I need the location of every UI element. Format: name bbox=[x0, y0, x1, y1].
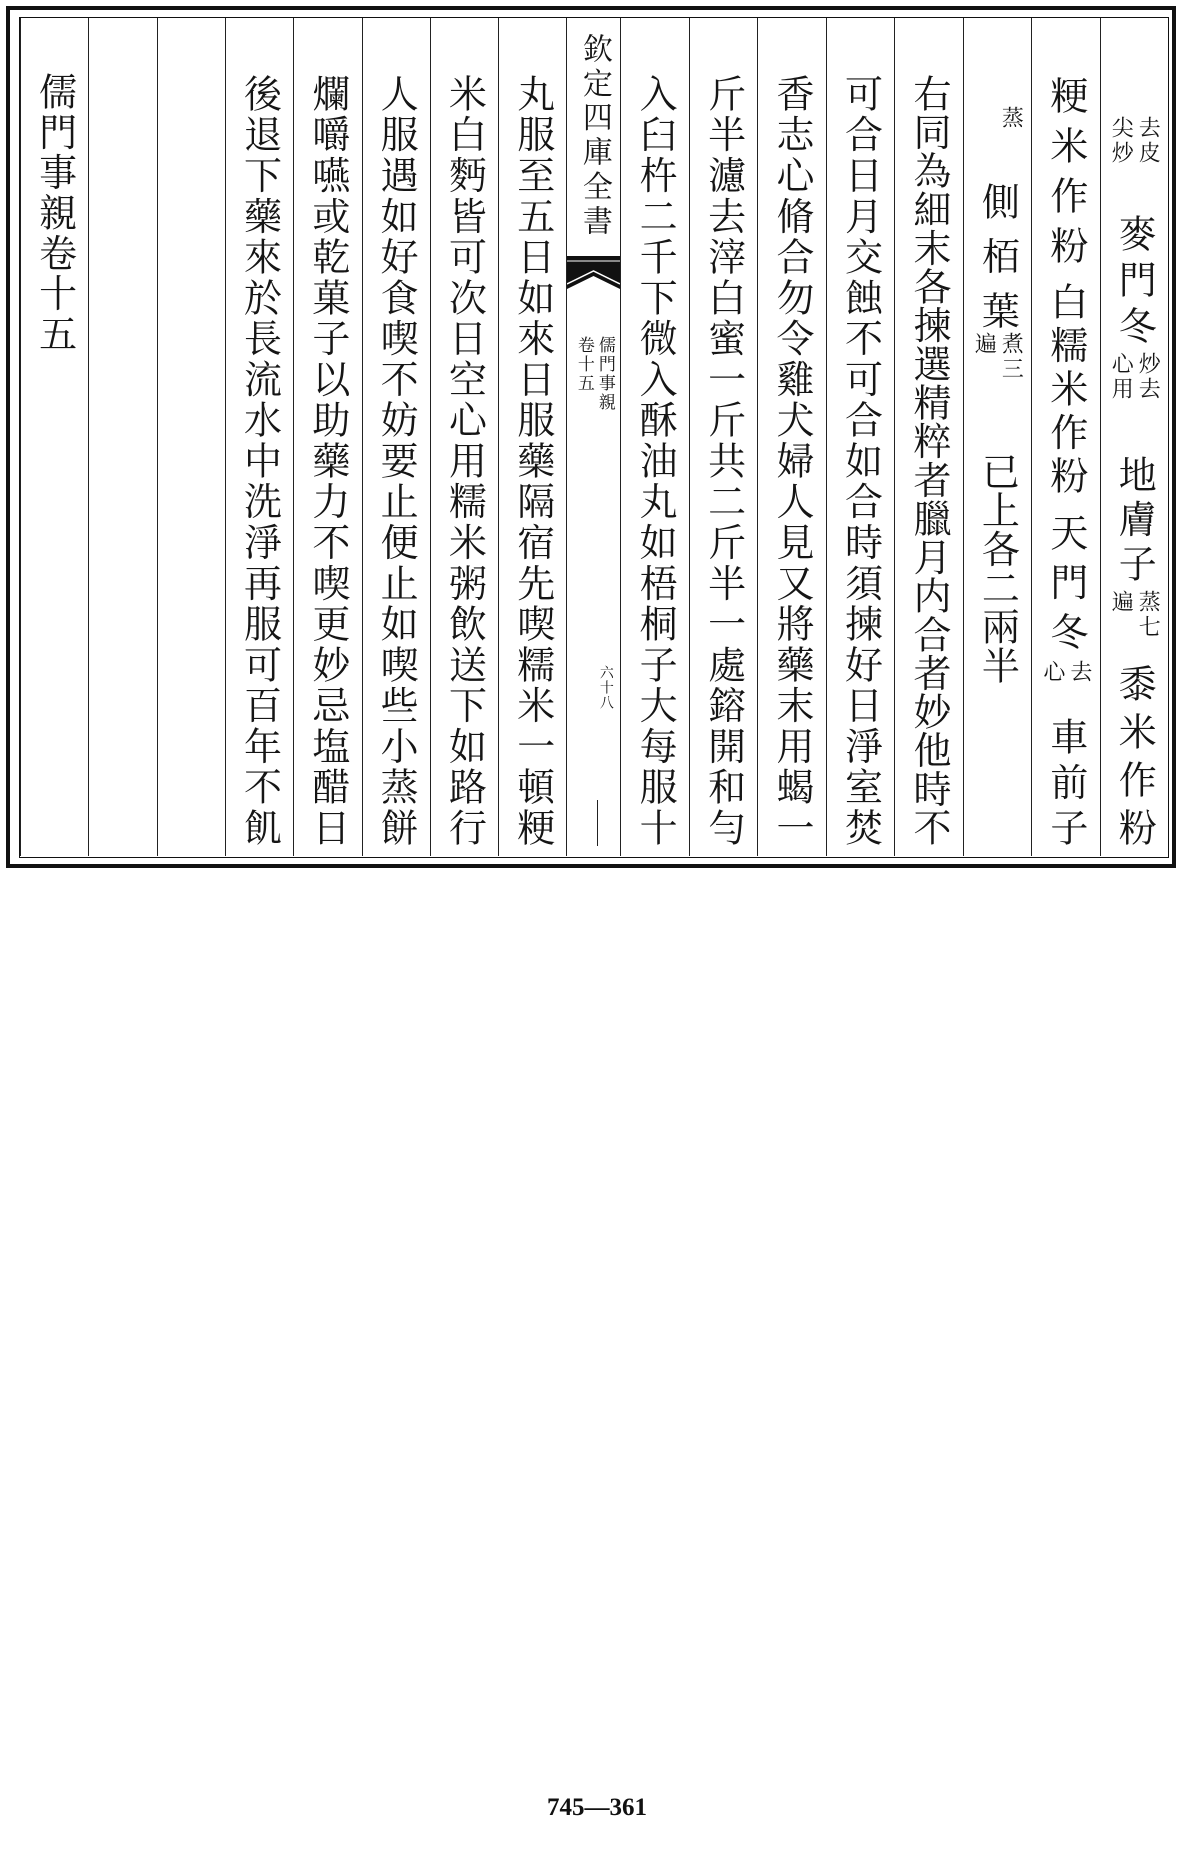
annotation-note bbox=[1107, 590, 1161, 640]
main-text: 地膚子 bbox=[1112, 455, 1157, 582]
main-text: 天門冬 bbox=[1043, 513, 1088, 650]
text-column-3 bbox=[963, 18, 1031, 856]
fold-line bbox=[597, 800, 598, 846]
volume-label: 卷十五 bbox=[573, 336, 594, 393]
main-text: 麥門冬 bbox=[1112, 214, 1157, 344]
text-column-11 bbox=[362, 18, 430, 856]
text-column-10 bbox=[430, 18, 498, 856]
main-text: 可合日月交蝕不可合如合時須揀好日淨室焚 bbox=[838, 74, 883, 846]
note-right-line: 蒸七 bbox=[1135, 590, 1161, 640]
text-column-13 bbox=[225, 18, 293, 856]
leaf-number: 六十八 bbox=[597, 665, 614, 710]
main-text: 車前子 bbox=[1043, 717, 1088, 846]
text-column-2 bbox=[1031, 18, 1100, 856]
text-column-5 bbox=[826, 18, 894, 856]
text-column-4 bbox=[894, 18, 963, 856]
main-text: 側栢葉 bbox=[975, 182, 1020, 329]
annotation-note bbox=[970, 332, 1024, 382]
annotation-note bbox=[1107, 352, 1161, 402]
annotation-note bbox=[1107, 116, 1161, 166]
note-right-line: 蒸 bbox=[998, 106, 1024, 131]
main-text: 已上各二兩半 bbox=[975, 452, 1020, 684]
end-title-column bbox=[20, 18, 88, 856]
center-fold-column bbox=[566, 18, 620, 856]
empty-column bbox=[157, 18, 225, 856]
main-text: 後退下藥來於長流水中洗淨再服可百年不飢 bbox=[237, 74, 282, 846]
main-text: 白糯米作粉 bbox=[1043, 282, 1088, 494]
book-title-note bbox=[573, 336, 615, 412]
text-column-7 bbox=[689, 18, 757, 856]
main-text: 入臼杵二千下微入酥油丸如梧桐子大每服十 bbox=[633, 74, 678, 846]
book-title: 儒門事親 bbox=[594, 336, 615, 412]
note-left-line: 遍 bbox=[1108, 590, 1134, 615]
note-left-line: 尖炒 bbox=[1108, 116, 1134, 166]
annotation-note bbox=[970, 106, 1024, 131]
main-text: 黍米作粉 bbox=[1112, 664, 1157, 846]
text-column-9 bbox=[498, 18, 566, 856]
series-title: 欽定四庫全書 bbox=[576, 33, 612, 235]
fish-tail-mark-icon bbox=[567, 256, 620, 290]
empty-column bbox=[88, 18, 156, 856]
page-number: 745—361 bbox=[547, 1794, 647, 1821]
annotation-note bbox=[1039, 660, 1093, 685]
text-column-12 bbox=[293, 18, 361, 856]
main-text: 斤半濾去滓白蜜一斤共二斤半一處鎔開和勻 bbox=[701, 74, 746, 846]
note-right-line: 去皮 bbox=[1135, 116, 1161, 166]
text-column-8 bbox=[620, 18, 689, 856]
note-right-line: 去 bbox=[1066, 660, 1092, 685]
note-left-line: 遍 bbox=[971, 332, 997, 357]
main-text: 丸服至五日如來日服藥隔宿先喫糯米一頓粳 bbox=[510, 74, 555, 846]
text-column-6 bbox=[757, 18, 826, 856]
main-text: 香志心脩合勿令雞犬婦人見又將藥末用蝎一 bbox=[770, 74, 815, 846]
text-column-1 bbox=[1100, 18, 1168, 856]
volume-end-title: 儒門事親卷十五 bbox=[32, 72, 77, 352]
main-text: 人服遇如好食喫不妨要止便止如喫些小蒸餅 bbox=[374, 74, 419, 846]
note-left-line: 心 bbox=[1039, 660, 1065, 685]
main-text: 粳米作粉 bbox=[1043, 76, 1088, 264]
note-right-line: 煮三 bbox=[998, 332, 1024, 382]
note-right-line: 炒去 bbox=[1135, 352, 1161, 402]
main-text: 右同為細末各揀選精粹者臘月内合者妙他時不 bbox=[906, 74, 951, 846]
note-left-line: 心用 bbox=[1108, 352, 1134, 402]
main-text: 米白麪皆可次日空心用糯米粥飲送下如路行 bbox=[442, 74, 487, 846]
main-text: 爛嚼嚥或乾菓子以助藥力不喫更妙忌塩醋日 bbox=[305, 74, 350, 846]
